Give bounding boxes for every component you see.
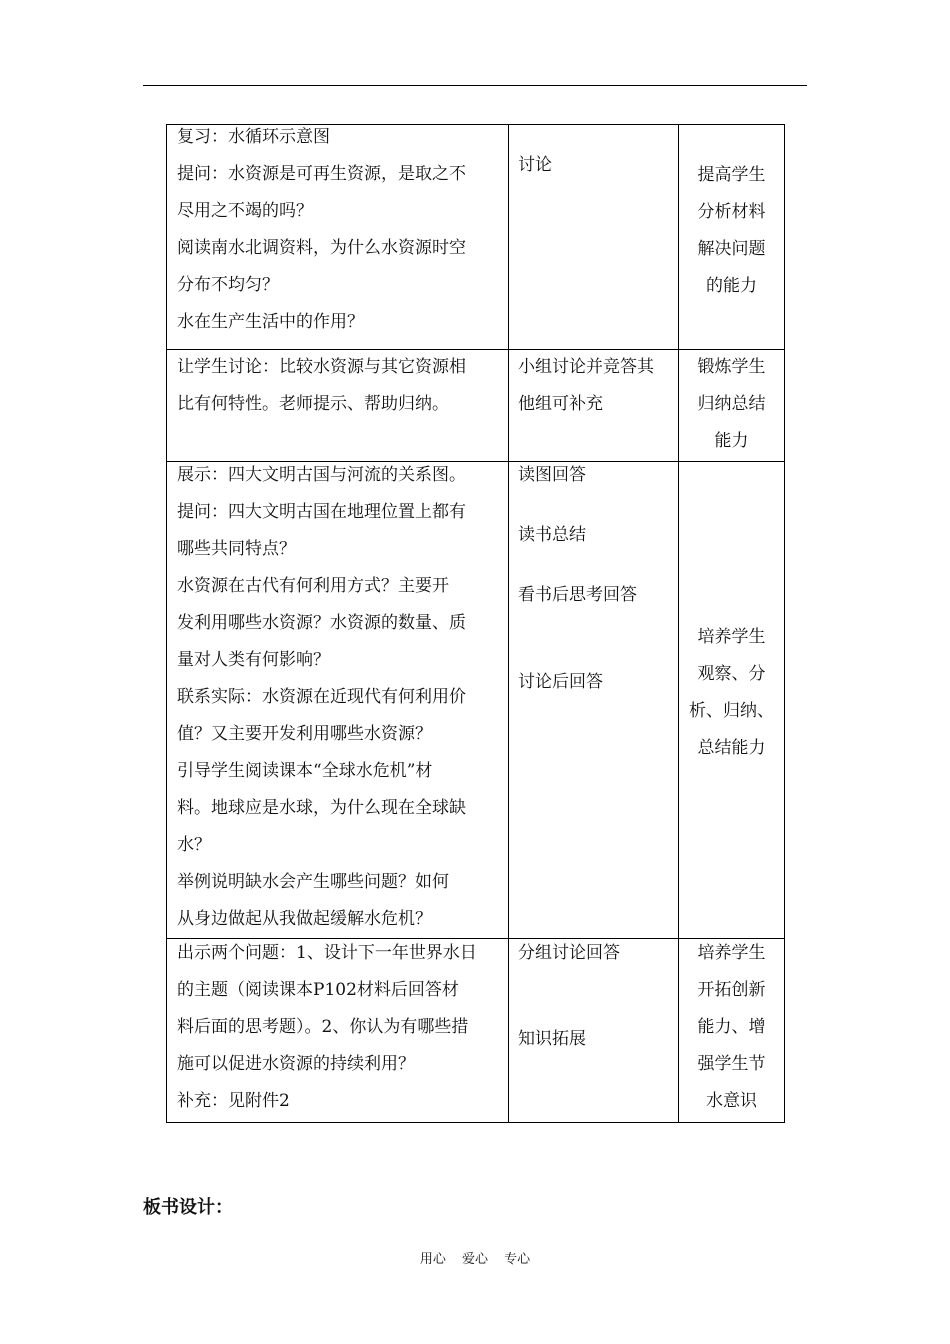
goal-line: 解决问题: [697, 239, 766, 259]
page-footer: [0, 1248, 950, 1267]
activity-line: 读书总结: [518, 525, 586, 545]
content-line: 尽用之不竭的吗？: [177, 201, 313, 221]
activity-line: 看书后思考回答: [518, 585, 637, 605]
content-cell: [167, 350, 509, 462]
activity-cell: [509, 462, 679, 939]
content-line: 联系实际：水资源在近现代有何利用价: [177, 687, 466, 707]
goal-line: 强学生节: [697, 1054, 766, 1074]
content-line: 的主题（阅读课本P102材料后回答材: [177, 980, 459, 1000]
goal-line: 的能力: [706, 276, 757, 296]
content-line: 阅读南水北调资料，为什么水资源时空: [177, 238, 466, 258]
goal-line: 归纳总结: [697, 394, 766, 414]
goal-line: 总结能力: [697, 738, 766, 758]
content-line: 施可以促进水资源的持续利用？: [177, 1054, 415, 1074]
content-line: 提问：四大文明古国在地理位置上都有: [177, 502, 466, 522]
goal-cell: [679, 350, 785, 462]
lesson-table: [166, 124, 785, 1123]
header-rule: [143, 85, 807, 86]
content-line: 让学生讨论：比较水资源与其它资源相: [177, 357, 466, 377]
activity-line: 知识拓展: [518, 1029, 586, 1049]
content-line: 料。地球应是水球，为什么现在全球缺: [177, 798, 466, 818]
activity-cell: [509, 125, 679, 350]
footer-word: 专心: [504, 1252, 531, 1267]
footer-word: 用心: [419, 1252, 446, 1267]
content-cell: [167, 462, 509, 939]
content-line: 料后面的思考题）。2、你认为有哪些措: [177, 1017, 469, 1037]
content-line: 发利用哪些水资源？水资源的数量、质: [177, 613, 466, 633]
goal-line: 析、归纳、: [689, 701, 774, 721]
activity-line: 分组讨论回答: [518, 943, 620, 963]
content-line: 哪些共同特点？: [177, 539, 296, 559]
content-line: 补充：见附件2: [177, 1091, 290, 1111]
content-line: 从身边做起从我做起缓解水危机？: [177, 909, 432, 929]
content-line: 展示：四大文明古国与河流的关系图。: [177, 465, 466, 485]
goal-line: 培养学生: [697, 627, 766, 647]
goal-line: 开拓创新: [697, 980, 766, 1000]
content-cell: [167, 125, 509, 350]
goal-line: 能力、增: [697, 1017, 766, 1037]
goal-line: 水意识: [706, 1091, 757, 1111]
activity-cell: [509, 350, 679, 462]
content-cell: [167, 939, 509, 1123]
table-row: [167, 350, 785, 462]
content-line: 出示两个问题：1、设计下一年世界水日: [177, 943, 477, 963]
activity-line: 他组可补充: [518, 394, 603, 414]
goal-cell: [679, 462, 785, 939]
activity-line: 讨论: [518, 155, 552, 175]
goal-cell: [679, 939, 785, 1123]
goal-line: 分析材料: [697, 202, 766, 222]
content-line: 分布不均匀？: [177, 275, 279, 295]
content-line: 比有何特性。老师提示、帮助归纳。: [177, 394, 449, 414]
table-row: [167, 939, 785, 1123]
activity-cell: [509, 939, 679, 1123]
table-row: [167, 462, 785, 939]
goal-line: 能力: [714, 431, 749, 451]
table-row: [167, 125, 785, 350]
activity-line: 读图回答: [518, 465, 586, 485]
activity-line: 小组讨论并竞答其: [518, 357, 654, 377]
goal-line: 培养学生: [697, 943, 766, 963]
content-line: 水在生产生活中的作用？: [177, 312, 364, 332]
activity-line: 讨论后回答: [518, 672, 603, 692]
content-line: 复习：水循环示意图: [177, 127, 330, 147]
content-line: 水？: [177, 835, 211, 855]
content-line: 量对人类有何影响？: [177, 650, 330, 670]
goal-line: 提高学生: [697, 165, 766, 185]
goal-cell: [679, 125, 785, 350]
content-line: 水资源在古代有何利用方式？主要开: [177, 576, 449, 596]
goal-line: 观察、分: [697, 664, 766, 684]
board-design-heading: 板书设计：: [143, 1197, 233, 1218]
goal-line: 锻炼学生: [697, 357, 766, 377]
content-line: 提问：水资源是可再生资源，是取之不: [177, 164, 466, 184]
content-line: 值？又主要开发利用哪些水资源？: [177, 724, 432, 744]
content-line: 引导学生阅读课本“全球水危机”材: [177, 761, 433, 781]
footer-word: 爱心: [461, 1252, 488, 1267]
content-line: 举例说明缺水会产生哪些问题？如何: [177, 872, 449, 892]
